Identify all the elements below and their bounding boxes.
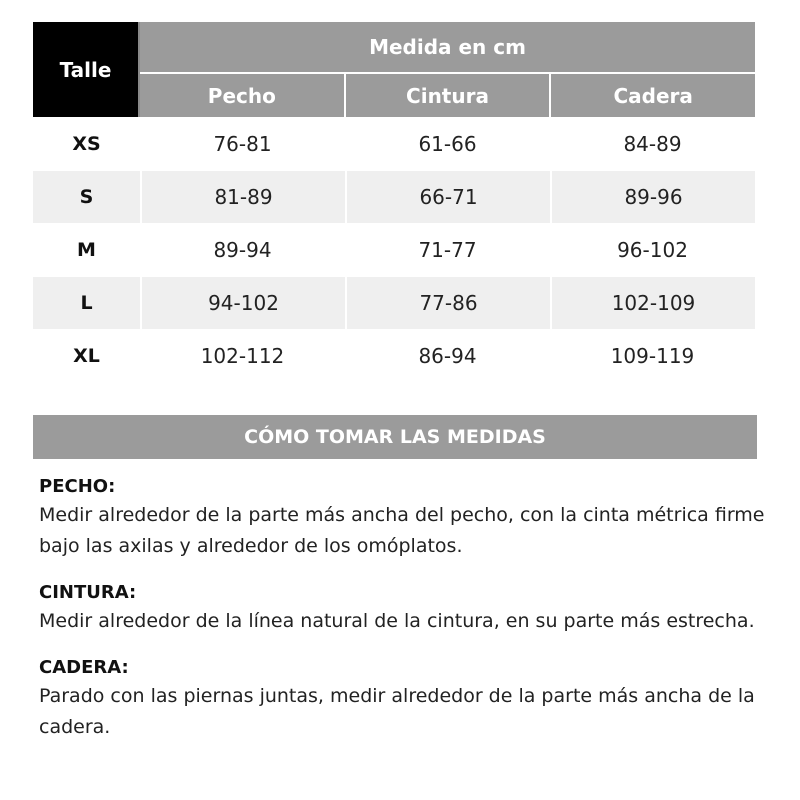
- cintura-value: 66-71: [345, 171, 550, 223]
- table-row: [33, 224, 755, 276]
- pecho-value: 102-112: [200, 344, 285, 368]
- table-row: [33, 277, 755, 329]
- pecho-value: 81-89: [140, 171, 345, 223]
- medida-group-header: Medida en cm: [140, 22, 755, 72]
- instruction-text: Medir alrededor de la línea natural de la cintura, en su parte más estrecha.: [39, 610, 755, 632]
- pecho-value: 89-94: [213, 238, 272, 262]
- size-label: XS: [72, 133, 101, 155]
- talle-header: Talle: [33, 22, 138, 117]
- howto-section-title: CÓMO TOMAR LAS MEDIDAS: [33, 415, 757, 459]
- cadera-value: 109-119: [610, 344, 695, 368]
- cadera-value: 89-96: [550, 171, 755, 223]
- size-label: S: [79, 186, 94, 208]
- table-row: [33, 118, 755, 170]
- column-header-pecho: Pecho: [140, 74, 344, 117]
- cintura-value: 86-94: [418, 344, 477, 368]
- cintura-value: 77-86: [345, 277, 550, 329]
- instruction-text: Parado con las piernas juntas, medir alrededor de la parte más ancha de la cadera.: [39, 685, 755, 738]
- size-label: XL: [73, 345, 100, 367]
- cadera-value: 96-102: [617, 238, 688, 262]
- size-label: M: [77, 239, 96, 261]
- cintura-value: 71-77: [418, 238, 477, 262]
- table-row: [33, 171, 755, 223]
- measurement-instructions: [39, 474, 769, 761]
- cintura-value: 61-66: [418, 132, 477, 156]
- instruction-title: CINTURA:: [39, 582, 137, 603]
- cadera-value: 102-109: [550, 277, 755, 329]
- pecho-value: 76-81: [213, 132, 272, 156]
- column-header-cadera: Cadera: [549, 74, 755, 117]
- cadera-value: 84-89: [623, 132, 682, 156]
- column-header-cintura: Cintura: [344, 74, 550, 117]
- table-row: [33, 330, 755, 382]
- instruction-title: PECHO:: [39, 476, 116, 497]
- instruction-pecho: [39, 474, 769, 562]
- table-body: [33, 118, 755, 383]
- pecho-value: 94-102: [140, 277, 345, 329]
- instruction-title: CADERA:: [39, 657, 129, 678]
- instruction-cadera: [39, 655, 769, 743]
- instruction-cintura: [39, 580, 769, 637]
- size-label: L: [80, 292, 93, 314]
- instruction-text: Medir alrededor de la parte más ancha del pecho, con la cinta métrica firme bajo las axilas y alrededor de los omóplatos.: [39, 504, 765, 557]
- column-headers: [140, 74, 755, 117]
